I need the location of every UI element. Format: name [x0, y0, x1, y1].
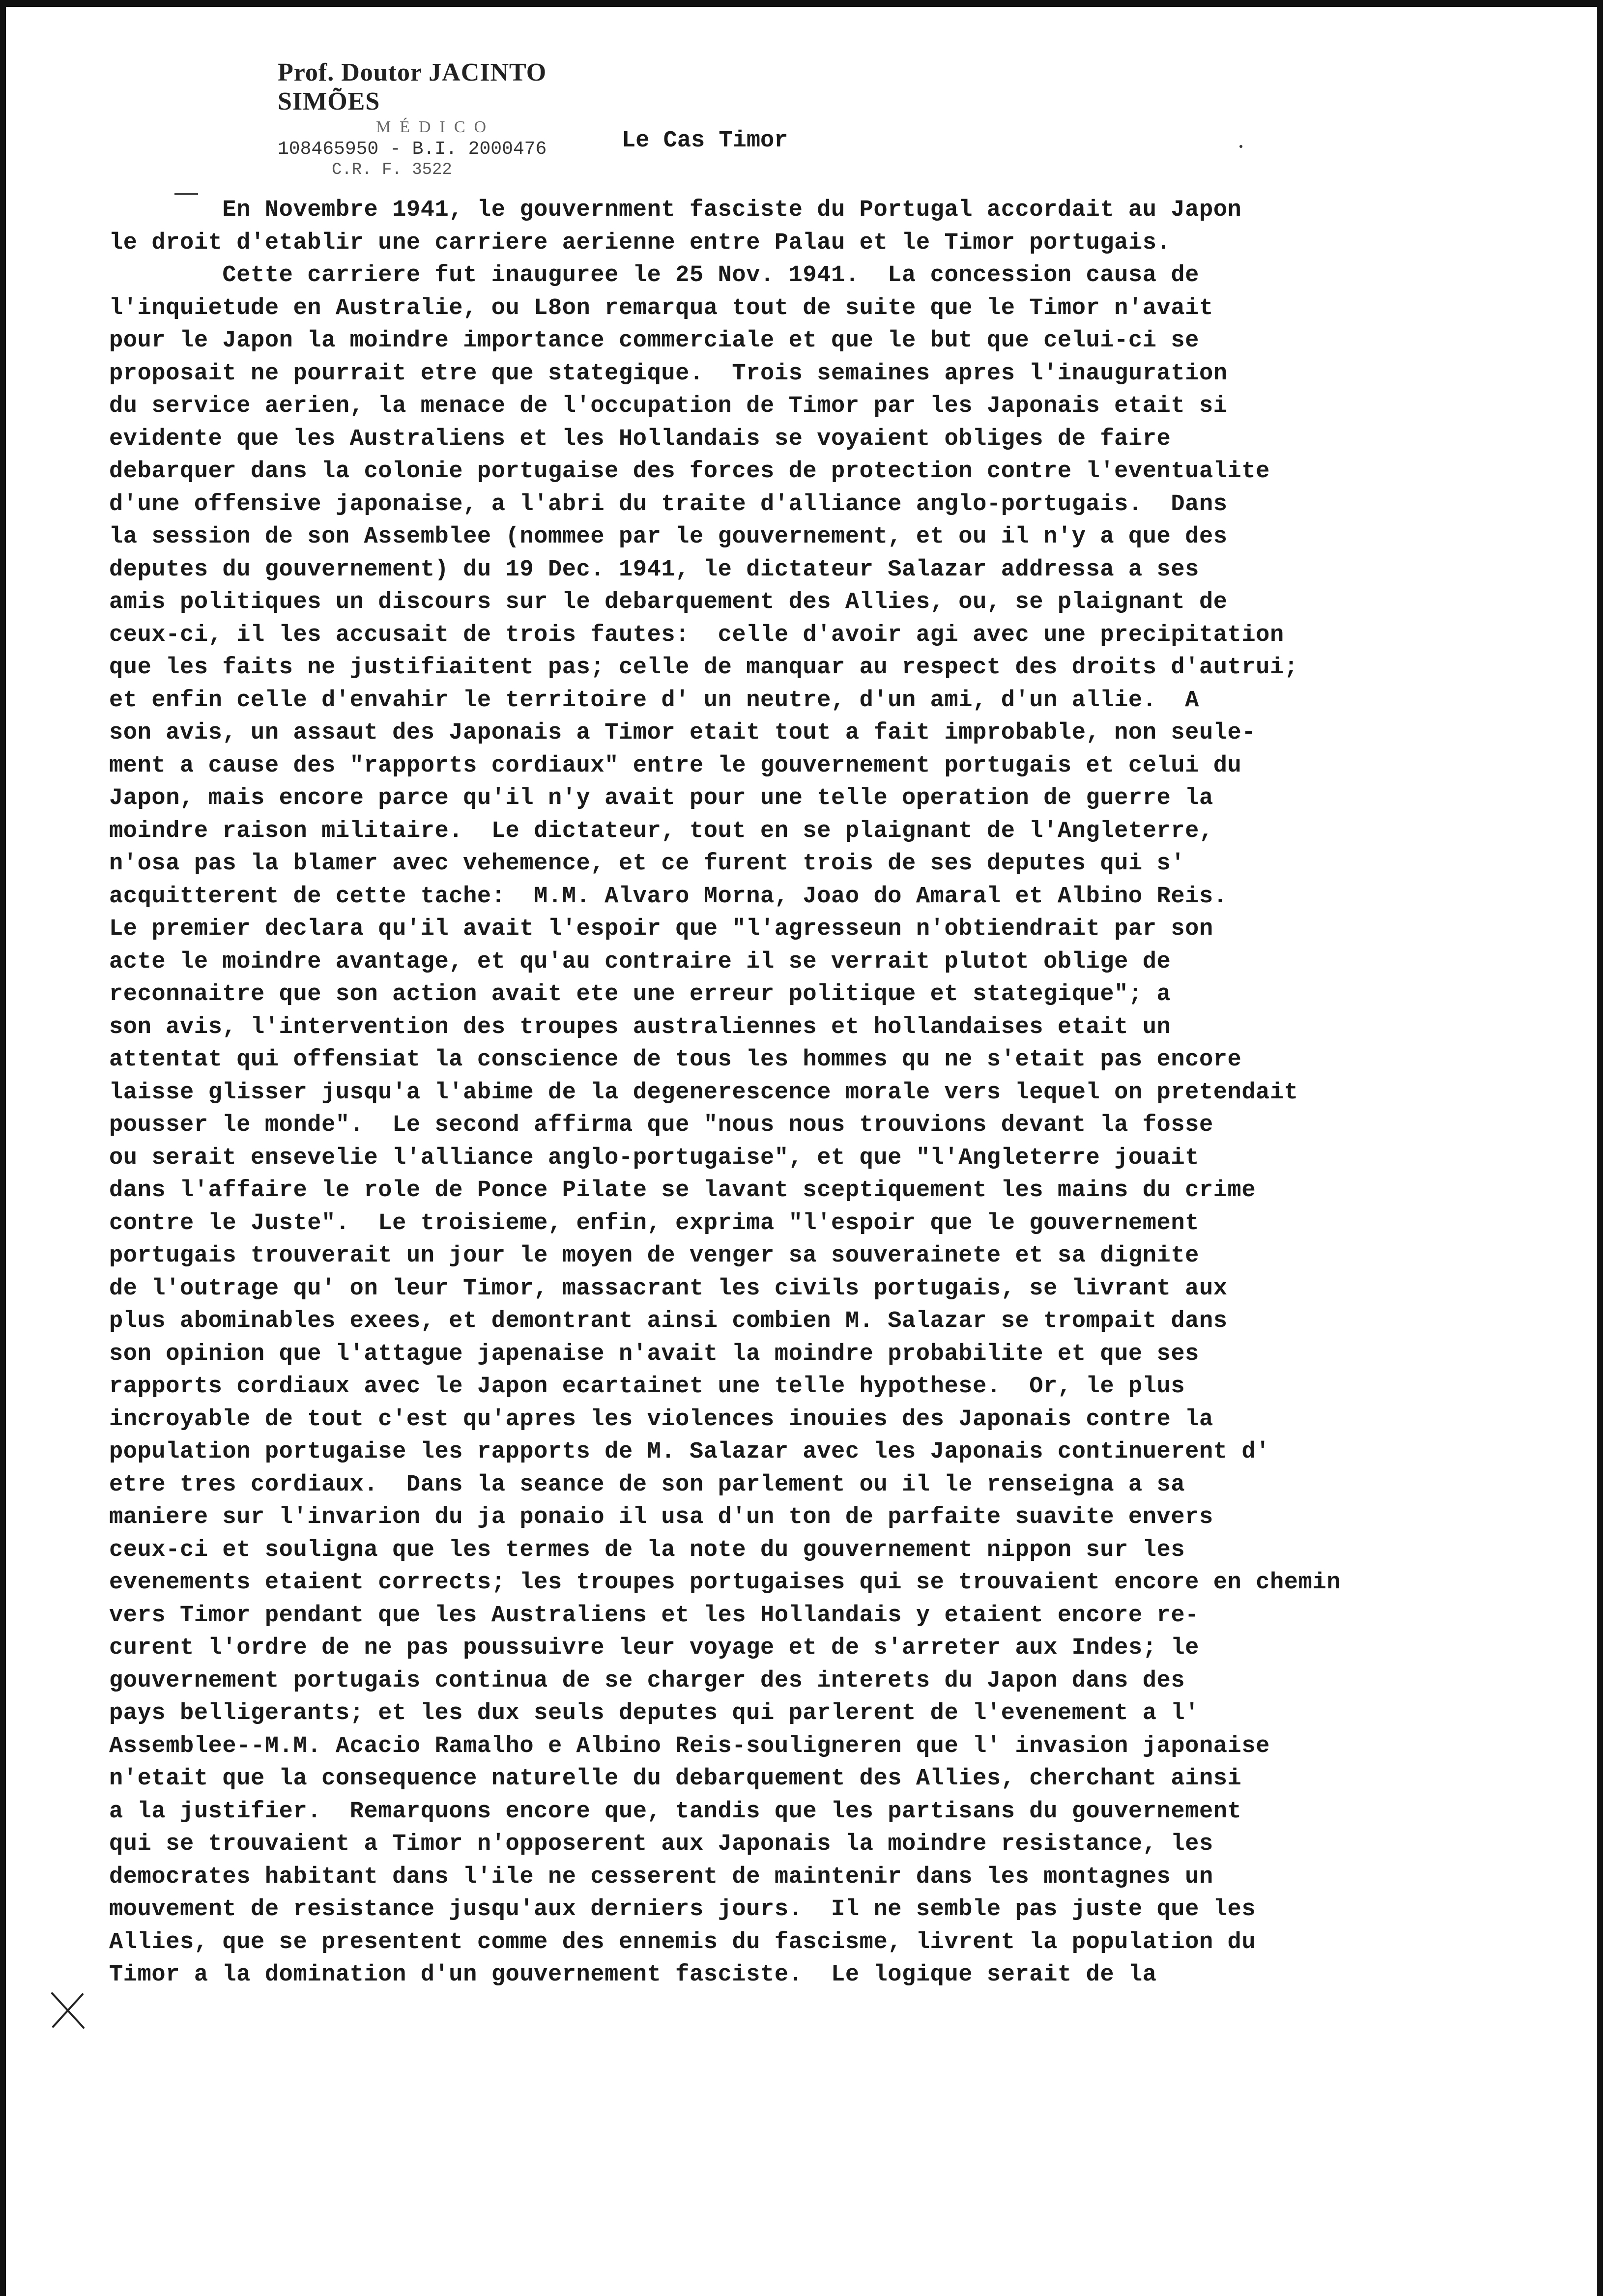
body-line: qui se trouvaient a Timor n'opposerent aux Japonais la moindre resistance, les: [109, 1831, 1213, 1857]
body-line: du service aerien, la menace de l'occupation de Timor par les Japonais etait si: [109, 393, 1228, 419]
body-line: Japon, mais encore parce qu'il n'y avait pour une telle operation de guerre la: [109, 785, 1213, 811]
body-line: la session de son Assemblee (nommee par le gouvernement, et ou il n'y a que des: [109, 524, 1228, 550]
body-line: n'osa pas la blamer avec vehemence, et ce furent trois de ses deputes qui s': [109, 851, 1185, 877]
body-line: Le premier declara qu'il avait l'espoir que "l'agresseun n'obtiendrait par son: [109, 916, 1213, 942]
body-line: maniere sur l'invarion du ja ponaio il usa d'un ton de parfaite suavite envers: [109, 1504, 1213, 1530]
body-line: contre le Juste". Le troisieme, enfin, exprima "l'espoir que le gouvernement: [109, 1210, 1199, 1236]
stamp-id-line: 108465950 - B.I. 2000476: [278, 139, 547, 160]
doctor-stamp: [278, 58, 622, 179]
body-line: Allies, que se presentent comme des ennemis du fascisme, livrent la population du: [109, 1929, 1256, 1955]
body-line: a la justifier. Remarquons encore que, tandis que les partisans du gouvernement: [109, 1798, 1242, 1825]
body-line: pays belligerants; et les dux seuls deputes qui parlerent de l'evenement a l': [109, 1700, 1199, 1726]
scan-border-top: [0, 0, 1597, 7]
body-line: dans l'affaire le role de Ponce Pilate se lavant sceptiquement les mains du crime: [109, 1177, 1256, 1204]
body-line: gouvernement portugais continua de se charger des interets du Japon dans des: [109, 1667, 1185, 1694]
stamp-profession: MÉDICO: [376, 118, 495, 136]
body-line: amis politiques un discours sur le debarquement des Allies, ou, se plaignant de: [109, 589, 1228, 615]
body-line: son opinion que l'attague japenaise n'avait la moindre probabilite et que ses: [109, 1341, 1199, 1367]
body-line: Cette carriere fut inauguree le 25 Nov. 1941. La concession causa de: [109, 262, 1199, 288]
body-line: ou serait ensevelie l'alliance anglo-portugaise", et que "l'Angleterre jouait: [109, 1145, 1199, 1171]
stamp-name: Prof. Doutor JACINTO SIMÕES: [278, 58, 547, 115]
body-line: et enfin celle d'envahir le territoire d' un neutre, d'un ami, d'un allie. A: [109, 687, 1199, 714]
body-line: deputes du gouvernement) du 19 Dec. 1941, le dictateur Salazar addressa a ses: [109, 556, 1199, 583]
scan-border-left: [0, 0, 6, 2296]
document-body: [109, 194, 1490, 1992]
stamp-crf-line: C.R. F. 3522: [332, 161, 452, 179]
body-line: population portugaise les rapports de M. Salazar avec les Japonais continuerent d': [109, 1439, 1270, 1465]
body-line: d'une offensive japonaise, a l'abri du traite d'alliance anglo-portugais. Dans: [109, 491, 1228, 517]
body-line: attentat qui offensiat la conscience de tous les hommes qu ne s'etait pas encore: [109, 1047, 1242, 1073]
body-line: debarquer dans la colonie portugaise des forces de protection contre l'eventualite: [109, 459, 1270, 485]
body-line: mouvement de resistance jusqu'aux derniers jours. Il ne semble pas juste que les: [109, 1896, 1256, 1923]
body-line: etre tres cordiaux. Dans la seance de son parlement ou il le renseigna a sa: [109, 1471, 1185, 1498]
margin-x-mark: [48, 1990, 88, 2031]
document-title: Le Cas Timor: [622, 128, 788, 154]
body-line: l'inquietude en Australie, ou L8on remarqua tout de suite que le Timor n'avait: [109, 295, 1213, 321]
body-line: moindre raison militaire. Le dictateur, tout en se plaignant de l'Angleterre,: [109, 818, 1213, 844]
body-line: n'etait que la consequence naturelle du debarquement des Allies, cherchant ainsi: [109, 1766, 1242, 1792]
body-line: Assemblee--M.M. Acacio Ramalho e Albino Reis-souligneren que l' invasion japonaise: [109, 1733, 1270, 1759]
body-line: evidente que les Australiens et les Hollandais se voyaient obliges de faire: [109, 426, 1171, 452]
body-line: vers Timor pendant que les Australiens et les Hollandais y etaient encore re-: [109, 1602, 1199, 1629]
body-line: portugais trouverait un jour le moyen de venger sa souverainete et sa dignite: [109, 1243, 1199, 1269]
scan-border-right: [1597, 0, 1603, 2296]
body-line: proposait ne pourrait etre que stategique. Trois semaines apres l'inauguration: [109, 360, 1228, 387]
body-line: curent l'ordre de ne pas poussuivre leur voyage et de s'arreter aux Indes; le: [109, 1635, 1199, 1661]
body-line: le droit d'etablir une carriere aerienne entre Palau et le Timor portugais.: [109, 230, 1171, 256]
body-line: son avis, l'intervention des troupes australiennes et hollandaises etait un: [109, 1014, 1171, 1040]
body-line: ceux-ci, il les accusait de trois fautes: celle d'avoir agi avec une precipitation: [109, 622, 1284, 648]
body-line: incroyable de tout c'est qu'apres les violences inouies des Japonais contre la: [109, 1406, 1213, 1433]
body-line: ceux-ci et souligna que les termes de la note du gouvernement nippon sur les: [109, 1537, 1185, 1563]
body-line: evenements etaient corrects; les troupes portugaises qui se trouvaient encore en chemin: [109, 1570, 1341, 1596]
body-line: En Novembre 1941, le gouvernment fasciste du Portugal accordait au Japon: [109, 197, 1242, 223]
body-line: laisse glisser jusqu'a l'abime de la degenerescence morale vers lequel on pretendait: [109, 1079, 1298, 1106]
body-line: democrates habitant dans l'ile ne cesserent de maintenir dans les montagnes un: [109, 1864, 1213, 1890]
body-line: acte le moindre avantage, et qu'au contraire il se verrait plutot oblige de: [109, 948, 1171, 975]
body-line: acquitterent de cette tache: M.M. Alvaro Morna, Joao do Amaral et Albino Reis.: [109, 883, 1228, 910]
body-line: de l'outrage qu' on leur Timor, massacrant les civils portugais, se livrant aux: [109, 1275, 1228, 1302]
body-line: ment a cause des "rapports cordiaux" entre le gouvernement portugais et celui du: [109, 752, 1242, 779]
body-line: que les faits ne justifiaitent pas; celle de manquar au respect des droits d'autrui;: [109, 655, 1298, 681]
body-line: pousser le monde". Le second affirma que "nous nous trouvions devant la fosse: [109, 1112, 1213, 1138]
body-line: reconnaitre que son action avait ete une erreur politique et stategique"; a: [109, 981, 1171, 1007]
body-line: pour le Japon la moindre importance commerciale et que le but que celui-ci se: [109, 328, 1199, 354]
body-line: son avis, un assaut des Japonais a Timor etait tout a fait improbable, non seule-: [109, 720, 1256, 746]
body-line: Timor a la domination d'un gouvernement fasciste. Le logique serait de la: [109, 1962, 1157, 1988]
ink-speck: [1239, 145, 1242, 148]
body-line: rapports cordiaux avec le Japon ecartainet une telle hypothese. Or, le plus: [109, 1374, 1185, 1400]
body-line: plus abominables exees, et demontrant ainsi combien M. Salazar se trompait dans: [109, 1308, 1228, 1334]
